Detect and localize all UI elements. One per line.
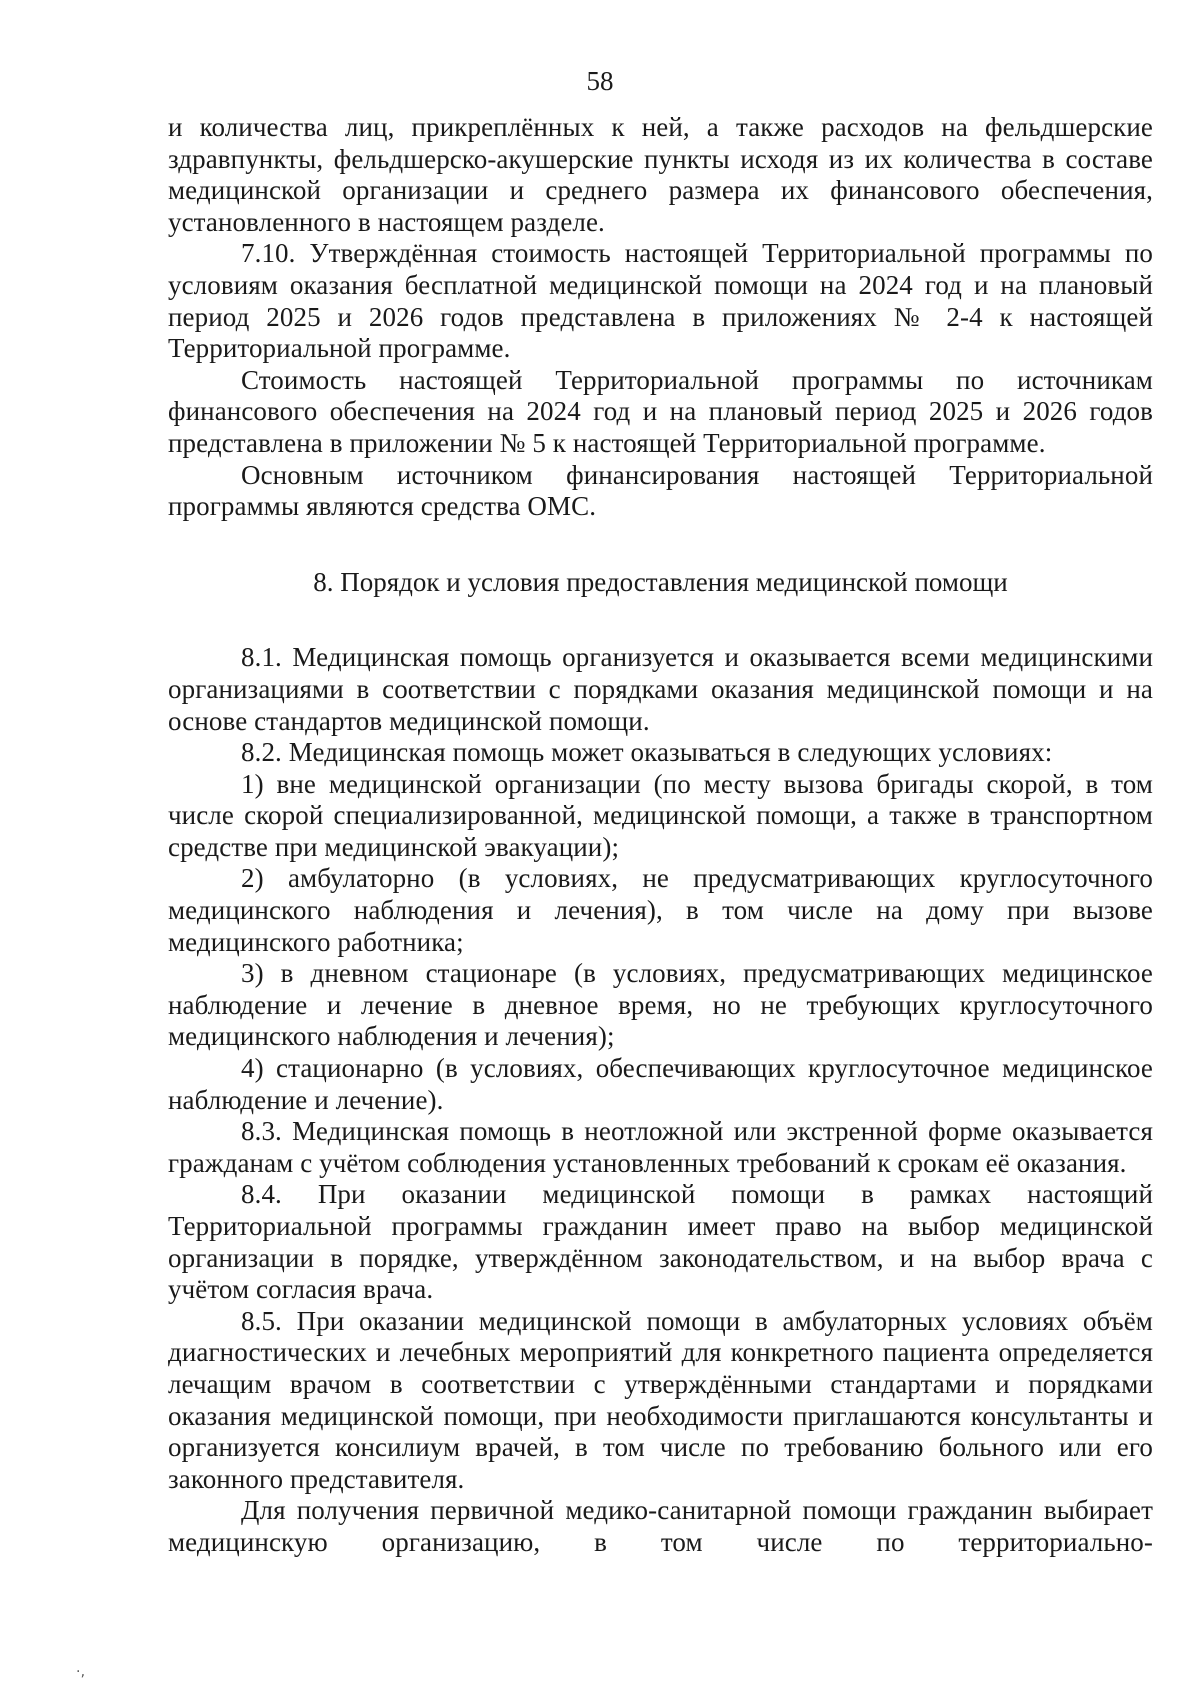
paragraph-primary-care: Для получения первичной медико-санитарной помощи гражданин выбирает медицинскую организацию, в том числе по территориально- bbox=[168, 1495, 1153, 1557]
list-item-2: 2) амбулаторно (в условиях, не предусматривающих круглосуточного медицинского наблюдения и лечения), в том числе на дому при вызове медицинского работника; bbox=[168, 863, 1153, 957]
document-body bbox=[168, 112, 1153, 1559]
section-heading: 8. Порядок и условия предоставления медицинской помощи bbox=[313, 566, 1008, 597]
scan-artifact: ·‚ bbox=[76, 1664, 85, 1680]
paragraph-8-3: 8.3. Медицинская помощь в неотложной или экстренной форме оказывается гражданам с учётом соблюдения установленных требований к срокам её оказания. bbox=[168, 1116, 1153, 1178]
page-number: 58 bbox=[586, 66, 614, 96]
list-item-4: 4) стационарно (в условиях, обеспечивающих круглосуточное медицинское наблюдение и лечение). bbox=[168, 1053, 1153, 1115]
paragraph-8-2: 8.2. Медицинская помощь может оказываться в следующих условиях: bbox=[241, 737, 1053, 768]
list-item-3: 3) в дневном стационаре (в условиях, предусматривающих медицинское наблюдение и лечение в дневное время, но не требующих круглосуточного медицинского наблюдения и лечения); bbox=[168, 958, 1153, 1052]
spacer bbox=[168, 523, 1153, 567]
list-item-1: 1) вне медицинской организации (по месту вызова бригады скорой, в том числе скорой специализированной, медицинской помощи, а также в транспортном средстве при медицинской эвакуации); bbox=[168, 768, 1153, 862]
paragraph-continuation: и количества лиц, прикреплённых к ней, а также расходов на фельдшерские здравпункты, фельдшерско-акушерские пункты исходя из их количества в составе медицинской организации и среднего размера их финансового обеспечения, установленного в настоящем разделе. bbox=[168, 112, 1153, 237]
spacer bbox=[168, 598, 1153, 642]
paragraph-main-source: Основным источником финансирования настоящей Территориальной программы являются средства ОМС. bbox=[168, 459, 1153, 522]
paragraph-7-10: 7.10. Утверждённая стоимость настоящей Территориальной программы по условиям оказания бесплатной медицинской помощи на 2024 год и на плановый период 2025 и 2026 годов представлена в приложениях № 2-4 к настоящей Территориальной программе. bbox=[168, 238, 1153, 364]
paragraph-8-5: 8.5. При оказании медицинской помощи в амбулаторных условиях объём диагностических и лечебных мероприятий для конкретного пациента определяется лечащим врачом в соответствии с утверждёнными стандартами и порядками оказания медицинской помощи, при необходимости приглашаются консультанты и организуется консилиум врачей, в том числе по требованию больного или его законного представителя. bbox=[168, 1305, 1153, 1494]
paragraph-8-1: 8.1. Медицинская помощь организуется и оказывается всеми медицинскими организациями в соответствии с порядками оказания медицинской помощи и на основе стандартов медицинской помощи. bbox=[168, 642, 1153, 736]
paragraph-8-4: 8.4. При оказании медицинской помощи в рамках настоящий Территориальной программы гражданин имеет право на выбор медицинской организации в порядке, утверждённом законодательством, и на выбор врача с учётом согласия врача. bbox=[168, 1179, 1153, 1305]
paragraph-cost-sources: Стоимость настоящей Территориальной программы по источникам финансового обеспечения на 2024 год и на плановый период 2025 и 2026 годов представлена в приложении № 5 к настоящей Территориальной программе. bbox=[168, 364, 1153, 458]
